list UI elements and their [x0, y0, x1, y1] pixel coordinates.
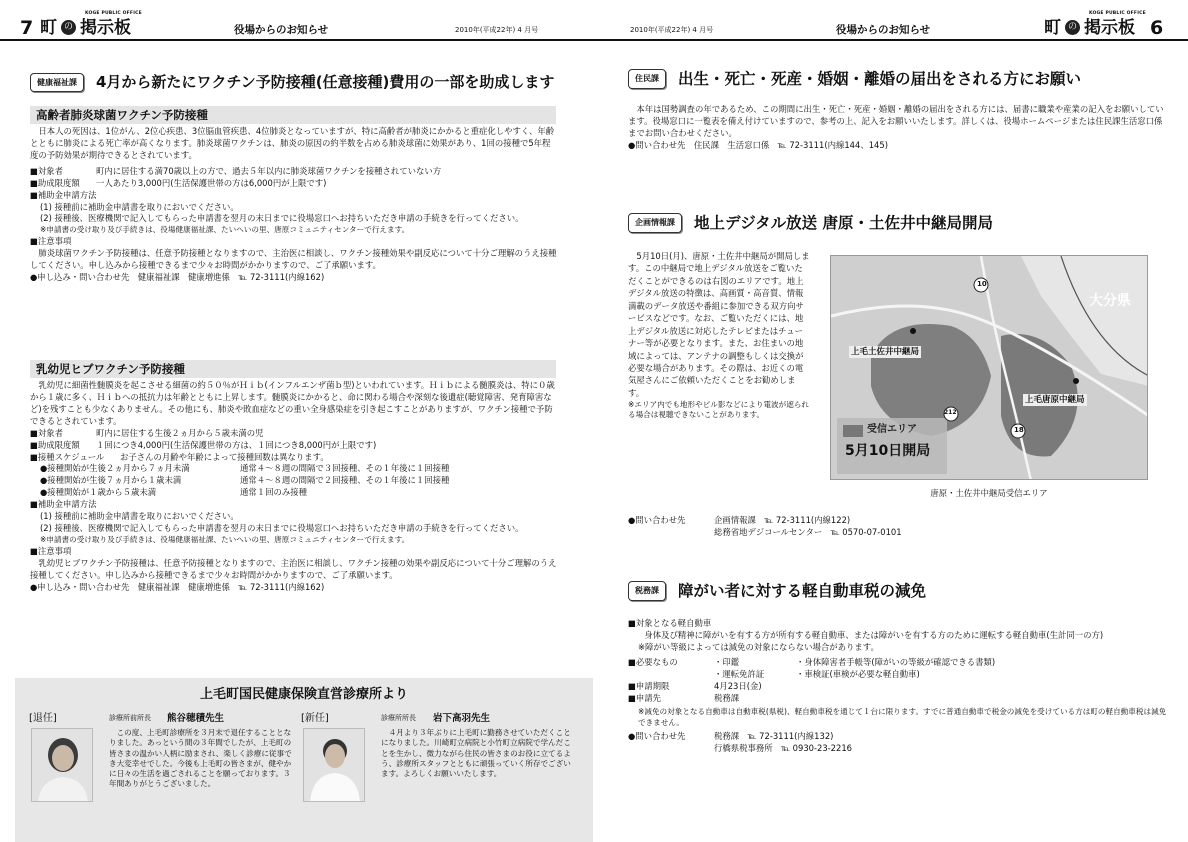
- portrait-icon: [304, 729, 365, 802]
- new-message: ４月より３年ぶりに上毛町に勤務させていただくことになりました。川崎町立病院と小竹町立病院で学んだことを生かし、微力ながら住民の皆さまのお役に立てるよう、診療所スタッフとともに頑張っていく所存でございます。よろしくお願いいたします。: [381, 728, 571, 778]
- map-route-212: 212: [944, 409, 957, 416]
- census-contact: ●問い合わせ先 住民課 生活窓口係 ℡ 72-3111(内線144、145): [628, 139, 888, 150]
- pneumo-method-1: (1) 接種前に補助金申請書を取りにおいでください。: [40, 201, 239, 212]
- schedule-rule: 通常１回のみ接種: [240, 487, 307, 498]
- tax-target-body: 身体及び精神に障がいを有する方が所有する軽自動車、または障がいを有する方のために運転する軽自動車(生計同一の方): [644, 629, 1104, 640]
- hib-subtitle: 乳幼児ヒブワクチン予防接種: [30, 360, 556, 378]
- tax-period: [628, 681, 1168, 693]
- map-label-oita: 大分県: [1089, 293, 1131, 309]
- label: ■助成限度額: [30, 439, 80, 450]
- clinic-box: [15, 678, 593, 842]
- pneumo-note: 肺炎球菌ワクチン予防接種は、任意予防接種となりますので、主治医に相談し、ワクチン接種効果や副反応について十分ご理解のうえ接種してください。申し込みから接種できるまで少々お時間がかかりますので、ご了承願います。: [30, 248, 557, 270]
- new-name: 岩下高羽先生: [433, 713, 491, 724]
- tax-needs-row: [628, 669, 1168, 681]
- census-body: 本年は国勢調査の年であるため、この期間に出生・死亡・死産・婚姻・離婚の届出をされる方には、届書に職業や産業の記入をお願いしています。役場窓口に一覧表を備え付けていますので、参考の上、記入をお願いいたします。詳しくは、役場ホームページまたは住民課生活窓口係までお問い合わせください。: [628, 104, 1164, 138]
- pneumo-section: [30, 126, 558, 284]
- hib-method-note: ※申請書の受け取り及び手続きは、役場健康福祉課、たいへいの里、唐原コミュニティセンターで行えます。: [40, 534, 410, 544]
- map-route-18: 18: [1014, 426, 1024, 434]
- reception-area-map: [830, 255, 1148, 480]
- label: ■対象者: [30, 427, 64, 438]
- schedule-rule: 通常４～８週の間隔で３回接種、その１年後に１回接種: [240, 463, 450, 474]
- hib-method-1: (1) 接種前に補助金申請書を取りにおいでください。: [40, 511, 239, 522]
- digital-body: 5月10日(月)、唐原・土佐井中継局が開局します。この中継局で地上デジタル放送をご覧いただくことができるのは右図のエリアです。地上デジタル放送の特徴は、高画質・高音質、情報満載のデータ放送や番組に参加できる双方向サービスなどです。なお、ご覧いただくには、地上デジタル放送に対応したテレビまたはチューナー等が必要となります。また、お住まいの地域によっては、アンテナの調整もしくは交換が必要な場合があります。その際は、お近くの電気屋さんにご依頼いただくことをお勧めします。: [628, 251, 810, 398]
- tax-note: ※減免の対象となる自動車は自動車税(県税)、軽自動車税を通じて１台に限ります。すでに普通自動車で税金の減免を受けている方は町の軽自動車税は減免できません。: [638, 707, 1167, 728]
- tax-heading: [628, 580, 926, 602]
- value: 4月23日(金): [714, 680, 762, 691]
- tax-target-note: ※障がい等級によっては減免の対象にならない場合があります。: [638, 641, 879, 652]
- pneumo-target: [30, 166, 558, 178]
- contact-2: 総務省地デジコールセンター ℡ 0570-07-0101: [714, 526, 902, 537]
- pneumo-limit: [30, 178, 558, 190]
- census-section: [628, 104, 1164, 152]
- page-number: 7: [20, 17, 34, 39]
- hib-method-2: (2) 接種後、医療機関で記入してもらった申請書を翌月の末日までに役場窓口へお持ちいただき申請の手続きを行ってください。: [40, 523, 524, 534]
- value: お子さんの月齢や年齢によって接種回数は異なります。: [120, 451, 329, 462]
- dept-tag: 健康福祉課: [30, 73, 84, 92]
- masthead-keijiban: 掲示板: [1084, 18, 1135, 38]
- tax-section: [628, 618, 1168, 755]
- header-notice: 役場からのお知らせ: [836, 24, 931, 36]
- tax-contact: [628, 731, 1168, 743]
- dept-tag: 企画情報課: [628, 213, 682, 232]
- hib-schedule-row: [30, 487, 558, 499]
- schedule-case: ●接種開始が１歳から５歳未満: [40, 487, 157, 498]
- pneumo-method-note: ※申請書の受け取り及び手続きは、役場健康福祉課、たいへいの里、唐原コミュニティセンターで行えます。: [40, 225, 410, 235]
- label: ■申請先: [628, 692, 662, 703]
- hib-note: 乳幼児ヒブワクチン予防接種は、任意予防接種となりますので、主治医に相談し、ワクチン接種の効果や副反応について十分ご理解のうえ接種してください。申し込みから接種できるまで少々お時間がかかりますので、ご了承願います。: [30, 557, 557, 580]
- page-header-right: [594, 13, 1188, 41]
- hib-schedule-row: [30, 463, 558, 475]
- masthead-koge: KOGE PUBLIC OFFICE: [85, 11, 142, 16]
- article-title: 4月から新たにワクチン予防接種(任意接種)費用の一部を助成します: [96, 73, 555, 91]
- need-item: ・運転免許証: [714, 668, 765, 679]
- value: 税務課: [714, 692, 740, 703]
- digital-note: ※エリア内でも地形やビル影などにより電波が遮られる場合は視聴できないことがあります。: [628, 400, 810, 419]
- map-caption: 唐原・土佐井中継局受信エリア: [930, 488, 1048, 498]
- portrait-icon: [32, 729, 93, 802]
- page-header-left: [0, 13, 594, 41]
- hib-contact: ●申し込み・問い合わせ先 健康福祉課 健康増進係 ℡ 72-3111(内線162): [30, 581, 325, 592]
- article-title: 出生・死亡・死産・婚姻・離婚の届出をされる方にお願い: [678, 70, 1082, 88]
- header-date: 2010年(平成22年) 4 月号: [630, 26, 714, 34]
- tax-needs-row: [628, 657, 1168, 669]
- label: ■必要なもの: [628, 656, 678, 667]
- page-number: 6: [1150, 17, 1164, 39]
- contact-label: ●問い合わせ先: [628, 515, 686, 525]
- pneumo-method-label: ■補助金申請方法: [30, 189, 97, 200]
- header-date: 2010年(平成22年) 4 月号: [455, 26, 539, 34]
- header-notice: 役場からのお知らせ: [234, 24, 329, 36]
- value: 町内に居住する満70歳以上の方で、過去５年以内に肺炎球菌ワクチンを接種されていない方: [96, 165, 442, 176]
- label: ■申請期限: [628, 680, 670, 691]
- map-label-toohara: 上毛唐原中継局: [1025, 395, 1085, 405]
- label: ■接種スケジュール: [30, 451, 105, 462]
- hib-schedule-row: [30, 475, 558, 487]
- masthead-machi: 町: [40, 18, 57, 38]
- contact-label: ●問い合わせ先: [628, 731, 686, 742]
- hib-schedule: [30, 452, 558, 464]
- pneumo-intro: 日本人の死因は、1位がん、2位心疾患、3位脳血管疾患、4位肺炎となっていますが、特に高齢者が肺炎にかかると重症化しやすく、年齢とともに肺炎による死亡率が高くなります。肺炎球菌ワクチンは、肺炎の原因の約半数を占める肺炎球菌に効果があり、1回の接種で5年程度の予防効果が期待できるとされています。: [30, 126, 555, 160]
- tax-dest: [628, 693, 1168, 705]
- retired-role: 診療所前所長: [109, 714, 151, 722]
- value: １回につき4,000円(生活保護世帯の方は、１回につき8,000円が上限です): [96, 439, 377, 450]
- map-legend-area: 受信エリア: [867, 424, 917, 435]
- masthead-koge: KOGE PUBLIC OFFICE: [1089, 11, 1146, 16]
- pneumo-subtitle: 高齢者肺炎球菌ワクチン予防接種: [30, 106, 556, 124]
- digital-contact: [628, 515, 1168, 539]
- article-title: 障がい者に対する軽自動車税の減免: [678, 582, 927, 600]
- map-route-10: 10: [977, 280, 987, 288]
- hib-intro: 乳幼児に細菌性髄膜炎を起こさせる細菌の約５０％がＨｉｂ(インフルエンザ菌ｂ型)といわれています。Ｈｉｂによる髄膜炎は、特に０歳から１歳に多く、Ｈｉｂへの抵抗力は年齢とともに上昇します。髄膜炎にかかると、命に関わる場合や深刻な後遺症(聴覚障害、発育障害など)を残すことも少なくありません。その他にも、肺炎や敗血症などの重い全身感染症を引き起こすことがありますが、ワクチン接種で予防できるとされています。: [30, 380, 555, 426]
- retired-message: この度、上毛町診療所を３月末で退任することとなりました。あっという間の３年間でしたが、上毛町の皆さまの温かい人柄に励まされ、楽しく診療に従事でき大変幸せでした。今後も上毛町の皆さまが、健やかに日々の生活を過ごされることを願っております。３年間ありがとうございました。: [109, 728, 292, 789]
- schedule-case: ●接種開始が生後７ヵ月から１歳未満: [40, 475, 182, 486]
- hib-limit: [30, 440, 558, 452]
- map-legend-date: 5月10日開局: [845, 443, 931, 459]
- vaccine-heading: [30, 72, 554, 93]
- pneumo-note-label: ■注意事項: [30, 236, 72, 247]
- dept-tag: 税務課: [628, 581, 666, 600]
- contact-1: 企画情報課 ℡ 72-3111(内線122): [714, 515, 851, 525]
- new-doctor-photo: [303, 728, 365, 802]
- pneumo-method-2: (2) 接種後、医療機関で記入してもらった申請書を翌月の末日までに役場窓口へお持ちいただき申請の手続きを行ってください。: [40, 213, 524, 224]
- census-heading: [628, 68, 1081, 90]
- tax-contact-2: 行橋県税事務所 ℡ 0930-23-2216: [714, 742, 852, 753]
- hib-method-label: ■補助金申請方法: [30, 499, 97, 510]
- hib-section: [30, 380, 558, 593]
- label: ■助成限度額: [30, 177, 80, 188]
- digital-heading: [628, 212, 993, 234]
- clinic-title: 上毛町国民健康保険直営診療所より: [199, 687, 408, 702]
- masthead-keijiban: 掲示板: [80, 18, 131, 38]
- contact-1: 税務課 ℡ 72-3111(内線132): [714, 731, 834, 742]
- new-label: [新任]: [301, 713, 329, 724]
- masthead-no: の: [61, 20, 76, 35]
- value: 町内に居住する生後２ヵ月から５歳未満の児: [96, 427, 264, 438]
- retired-label: [退任]: [29, 713, 57, 724]
- need-item: ・身体障害者手帳等(障がいの等級が確認できる書類): [796, 656, 996, 667]
- retired-doctor-photo: [31, 728, 93, 802]
- new-role: 診療所所長: [381, 714, 416, 722]
- schedule-case: ●接種開始が生後２ヵ月から７ヵ月未満: [40, 463, 190, 474]
- masthead-machi: 町: [1044, 18, 1061, 38]
- masthead-no: の: [1065, 20, 1080, 35]
- need-item: ・印鑑: [714, 656, 740, 667]
- digital-section: [628, 250, 810, 419]
- tax-target-label: ■対象となる軽自動車: [628, 618, 712, 628]
- hib-note-label: ■注意事項: [30, 545, 72, 556]
- hib-target: [30, 428, 558, 440]
- need-item: ・車検証(車検が必要な軽自動車): [796, 668, 920, 679]
- retired-name: 熊谷穂積先生: [167, 713, 225, 724]
- label: ■対象者: [30, 165, 64, 176]
- value: 一人あたり3,000円(生活保護世帯の方は6,000円が上限です): [96, 177, 327, 188]
- map-label-kamige: 上毛土佐井中継局: [851, 347, 920, 357]
- dept-tag: 住民課: [628, 69, 666, 88]
- article-title: 地上デジタル放送 唐原・土佐井中継局開局: [694, 214, 993, 232]
- schedule-rule: 通常４～８週の間隔で２回接種、その１年後に１回接種: [240, 475, 450, 486]
- pneumo-contact: ●申し込み・問い合わせ先 健康福祉課 健康増進係 ℡ 72-3111(内線162): [30, 271, 325, 282]
